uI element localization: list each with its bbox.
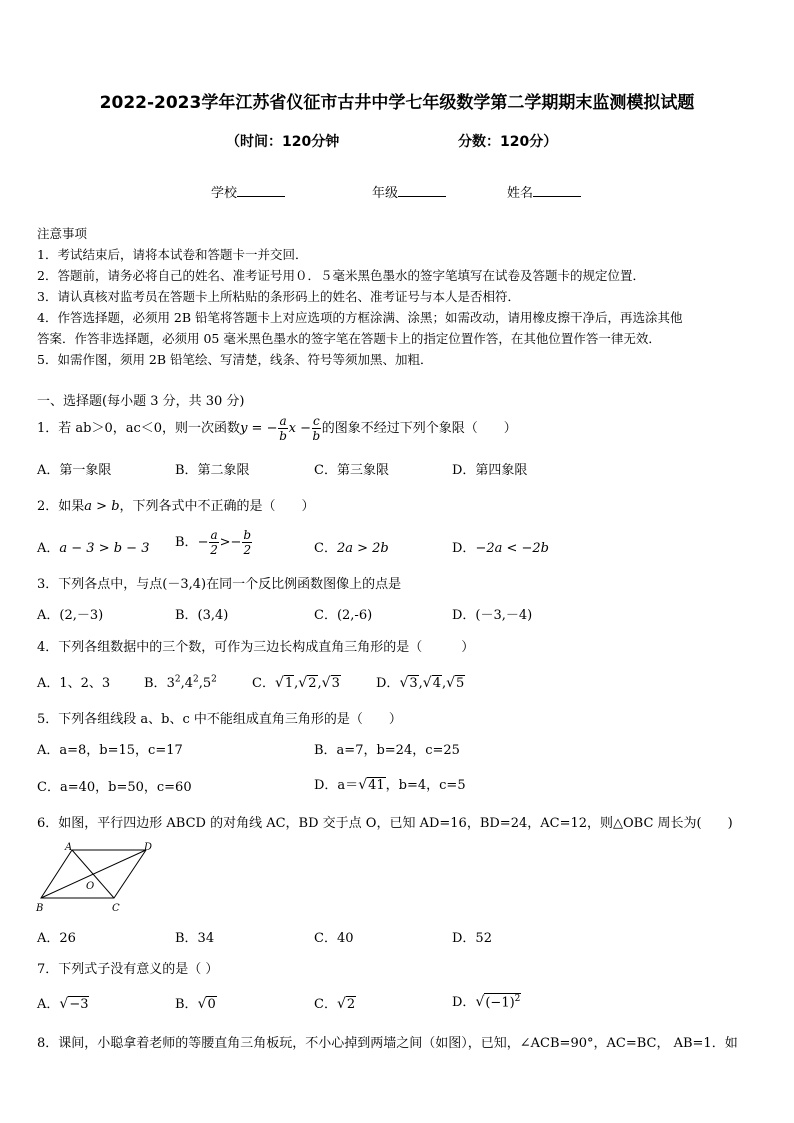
q4-option-c[interactable]: C．√1,√2,√3: [252, 675, 340, 691]
q2-option-a[interactable]: A．a − 3 > b − 3: [37, 541, 150, 556]
school-blank: [237, 183, 285, 197]
question-7: 7．下列式子没有意义的是（ ）: [37, 962, 219, 977]
q6-option-b[interactable]: B．34: [175, 931, 215, 946]
question-2: 2．如果a > b，下列各式中不正确的是（ ）: [37, 499, 315, 514]
school-label: 学校: [211, 186, 238, 201]
q1-stem-pre: 1．若 ab＞0，ac＜0，则一次函数: [37, 421, 241, 436]
note-item: 1．考试结束后，请将本试卷和答题卡一并交回．: [37, 247, 308, 262]
note-item: 2．答题前，请务必将自己的姓名、准考证号用０．５毫米黑色墨水的签字笔填写在试卷及答题卡的规定位置．: [37, 268, 645, 283]
point-label-o: O: [86, 881, 95, 892]
note-item: 5．如需作图，须用 2B 铅笔绘、写清楚，线条、符号等须加黑、加粗．: [37, 352, 433, 367]
q1-option-d[interactable]: D．第四象限: [452, 463, 528, 478]
section-heading: 一、选择题(每小题 3 分，共 30 分): [37, 394, 245, 409]
parallelogram-figure: [34, 840, 160, 916]
question-1: 1．若 ab＞0，ac＜0，则一次函数y = − $\frac{a}{b}$ x − $\frac{c}{b}$ 的图象不经过下列个象限（ ）: [37, 414, 517, 443]
question-5: 5．下列各组线段 a、b、c 中不能组成直角三角形的是（ ）: [37, 712, 402, 727]
note-item: 4．作答选择题，必须用 2B 铅笔将答题卡上对应选项的方框涂满、涂黑；如需改动，请用橡皮擦干净后，再选涂其他: [37, 310, 683, 325]
grade-blank: [398, 183, 446, 197]
vertex-label-a: A: [65, 842, 73, 853]
grade-label: 年级: [372, 186, 399, 201]
q4-option-b[interactable]: B．$3^2,4^2,5^2$: [144, 674, 217, 691]
grade-field: [372, 182, 446, 201]
q5-option-a[interactable]: A．a=8，b=15，c=17: [37, 743, 183, 758]
q2-option-b[interactable]: B．− $\frac{a}{2}$ >− $\frac{b}{2}$: [175, 528, 252, 557]
q7-option-b[interactable]: B．√0: [175, 996, 216, 1012]
q5-option-b[interactable]: B．a=7，b=24，c=25: [314, 743, 460, 758]
q2-condition: a > b: [84, 499, 120, 514]
q4-option-d[interactable]: D．√3,√4,√5: [376, 675, 465, 691]
q5-option-c[interactable]: C．a=40，b=50，c=60: [37, 780, 192, 795]
q6-option-a[interactable]: A．26: [37, 931, 76, 946]
school-field: [211, 182, 285, 201]
vertex-label-c: C: [112, 903, 120, 914]
note-item: 答案．作答非选择题，必须用 05 毫米黑色墨水的签字笔在答题卡上的指定位置作答，在其他位置作答一律无效．: [37, 331, 661, 346]
question-4: 4．下列各组数据中的三个数，可作为三边长构成直角三角形的是（ ）: [37, 640, 475, 655]
q3-option-b[interactable]: B．(3,4): [175, 608, 229, 623]
q7-option-a[interactable]: A．√−3: [37, 996, 89, 1012]
fraction-a-over-b: $\frac{a}{b}$: [279, 414, 287, 443]
q3-option-d[interactable]: D．(－3,－4): [452, 608, 533, 623]
q7-option-d[interactable]: D．$√(-1)^2$: [452, 993, 521, 1010]
question-6: 6．如图，平行四边形 ABCD 的对角线 AC，BD 交于点 O，已知 AD=16，BD=24，AC=12，则△OBC 周长为( ): [37, 816, 733, 831]
q6-option-c[interactable]: C．40: [314, 931, 354, 946]
q6-option-d[interactable]: D．52: [452, 931, 492, 946]
q1-option-a[interactable]: A．第一象限: [37, 463, 112, 478]
question-3: 3．下列各点中，与点(－3,4)在同一个反比例函数图像上的点是: [37, 577, 402, 592]
q1-stem-post: 的图象不经过下列个象限（ ）: [321, 421, 517, 436]
vertex-label-d: D: [144, 842, 153, 853]
q7-option-c[interactable]: C．√2: [314, 996, 356, 1012]
notes-heading: 注意事项: [37, 226, 88, 241]
q5-option-d[interactable]: D．a＝√41，b=4，c=5: [314, 777, 466, 793]
q1-option-b[interactable]: B．第二象限: [175, 463, 250, 478]
exam-score: 分数：120分）: [458, 134, 558, 150]
q4-option-a[interactable]: A．1、2、3: [37, 676, 111, 691]
exam-title: 2022-2023学年江苏省仪征市古井中学七年级数学第二学期期末监测模拟试题: [99, 93, 695, 113]
q1-option-c[interactable]: C．第三象限: [314, 463, 389, 478]
q2-option-c[interactable]: C．2a > 2b: [314, 541, 389, 556]
note-item: 3．请认真核对监考员在答题卡上所粘贴的条形码上的姓名、准考证号与本人是否相符．: [37, 289, 520, 304]
exam-time: （时间：120分钟: [226, 134, 340, 150]
vertex-label-b: B: [36, 903, 44, 914]
q2-option-d[interactable]: D．−2a < −2b: [452, 541, 549, 556]
question-8: 8．课间，小聪拿着老师的等腰直角三角板玩，不小心掉到两墙之间（如图），已知，∠ACB=90°，AC=BC， AB=1．如: [37, 1036, 738, 1051]
name-label: 姓名: [507, 186, 534, 201]
fraction-c-over-b: $\frac{c}{b}$: [312, 414, 321, 443]
name-field: [507, 182, 581, 201]
name-blank: [533, 183, 581, 197]
q3-option-a[interactable]: A．(2,－3): [37, 608, 104, 623]
q3-option-c[interactable]: C．(2,-6): [314, 608, 373, 623]
